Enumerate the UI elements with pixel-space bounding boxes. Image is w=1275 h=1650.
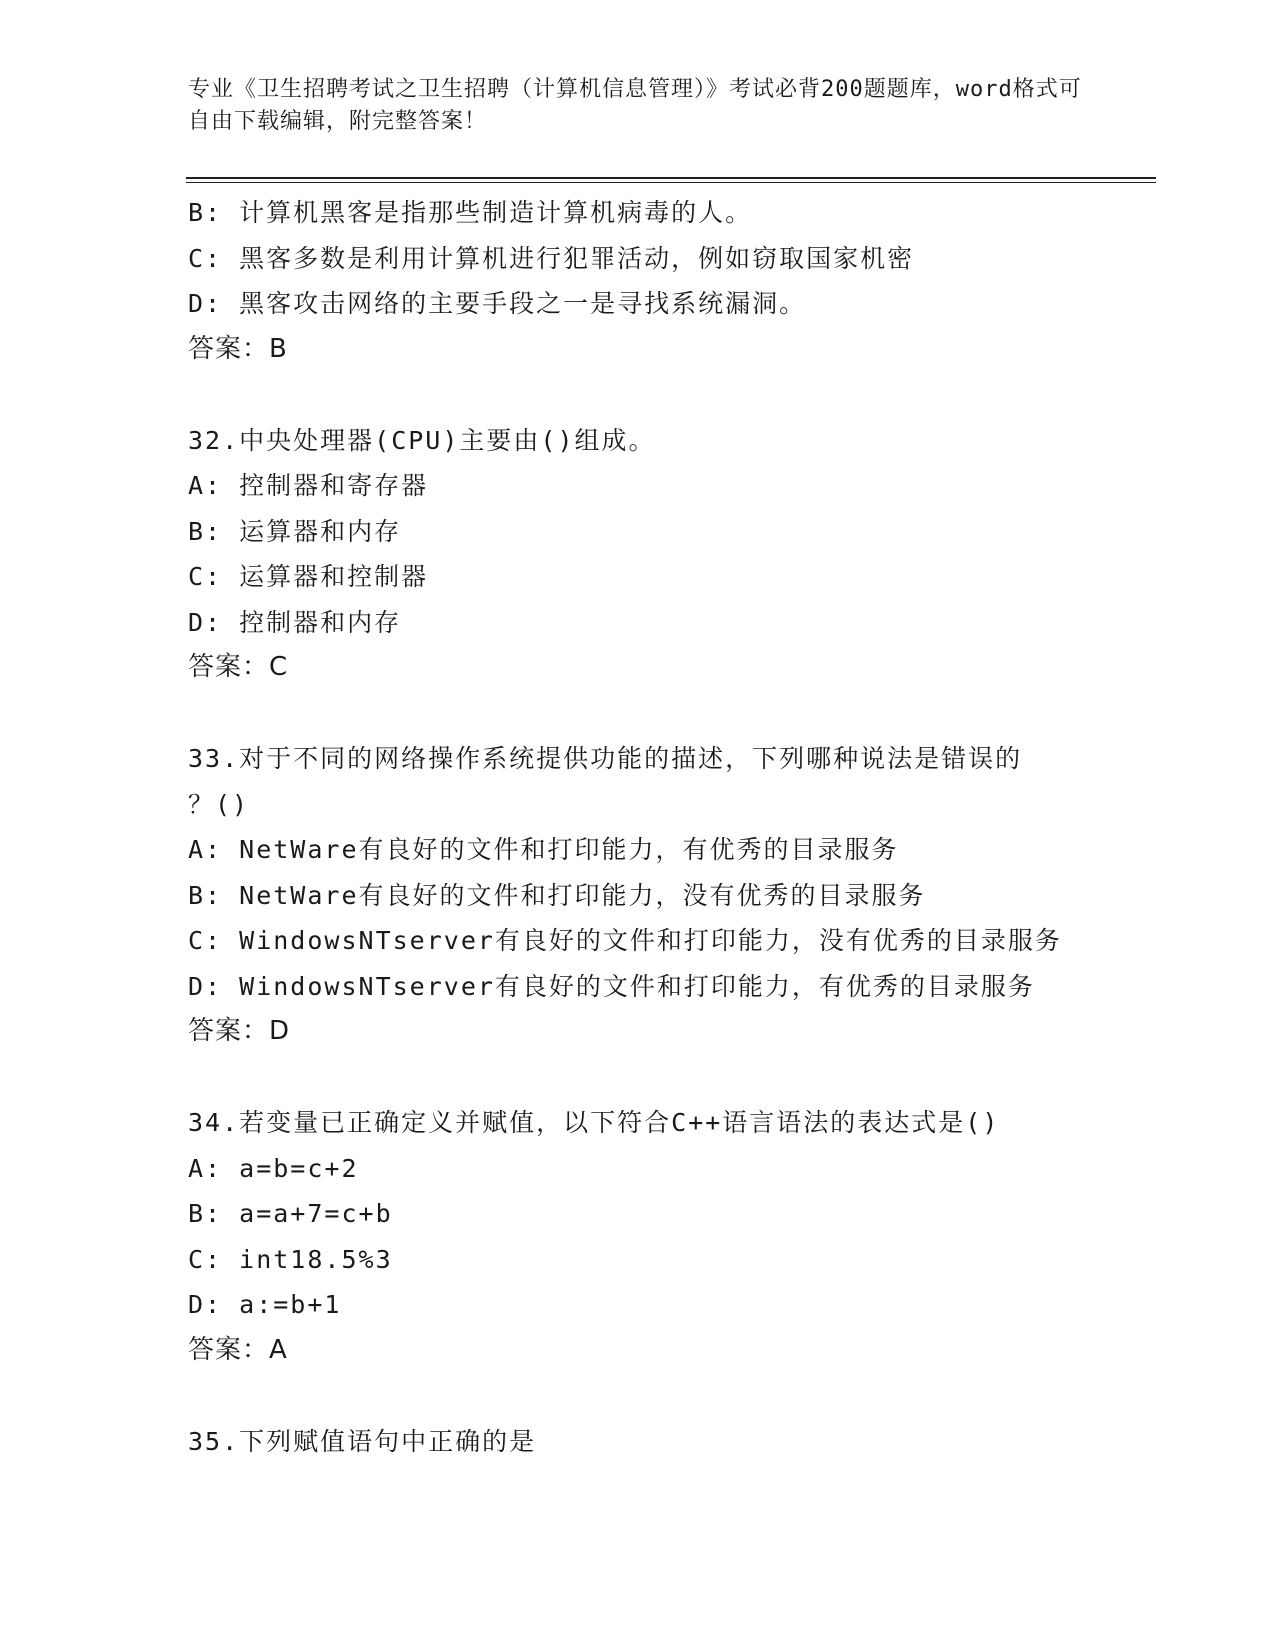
question-32-option-b: B: 运算器和内存	[188, 516, 402, 546]
spacer	[188, 372, 1088, 418]
question-33-option-d: D: WindowsNTserver有良好的文件和打印能力，有优秀的目录服务	[188, 971, 1035, 1001]
question-31-option-b: B: 计算机黑客是指那些制造计算机病毒的人。	[188, 198, 753, 227]
question-31-answer: 答案：B	[188, 333, 288, 364]
question-33-option-b: B: NetWare有良好的文件和打印能力，没有优秀的目录服务	[188, 880, 926, 910]
question-35-block	[188, 1419, 1088, 1465]
question-33-block	[188, 736, 1088, 1055]
question-33-text-line2: ？()	[188, 789, 250, 819]
question-33-option-c: C: WindowsNTserver有良好的文件和打印能力，没有优秀的目录服务	[188, 926, 1062, 955]
question-32-option-c: C: 运算器和控制器	[188, 562, 429, 591]
question-31-block	[188, 190, 1088, 372]
spacer	[188, 1055, 1088, 1101]
question-33-answer: 答案：D	[188, 1016, 291, 1046]
header-rule-thin	[186, 182, 1156, 183]
question-31-option-c: C: 黑客多数是利用计算机进行犯罪活动，例如窃取国家机密	[188, 243, 915, 273]
question-33-text-line1: 33.对于不同的网络操作系统提供功能的描述，下列哪种说法是错误的	[188, 744, 1023, 773]
question-34-option-b: B: a=a+7=c+b	[188, 1199, 393, 1228]
question-34-option-a: A: a=b=c+2	[188, 1153, 359, 1183]
question-32-option-d: D: 控制器和内存	[188, 607, 402, 637]
question-34-option-c: C: int18.5%3	[188, 1244, 393, 1274]
question-32-block	[188, 418, 1088, 691]
question-34-block	[188, 1100, 1088, 1373]
question-32-answer: 答案：C	[188, 652, 289, 682]
question-31-option-d: D: 黑客攻击网络的主要手段之一是寻找系统漏洞。	[188, 289, 807, 318]
question-33-option-a: A: NetWare有良好的文件和打印能力，有优秀的目录服务	[188, 835, 899, 864]
question-list	[188, 190, 1088, 1464]
spacer	[188, 691, 1088, 737]
question-34-option-d: D: a:=b+1	[188, 1290, 342, 1319]
header-rule-thick	[186, 177, 1156, 179]
question-34-answer: 答案：A	[188, 1334, 288, 1365]
spacer	[188, 1373, 1088, 1419]
question-34-text: 34.若变量已正确定义并赋值，以下符合C++语言语法的表达式是()	[188, 1108, 1000, 1137]
document-header: 专业《卫生招聘考试之卫生招聘（计算机信息管理）》考试必背200题题库，word格式可自由下载编辑，附完整答案！	[188, 77, 1082, 134]
question-32-option-a: A: 控制器和寄存器	[188, 471, 429, 500]
question-35-text: 35.下列赋值语句中正确的是	[188, 1426, 537, 1456]
question-32-text: 32.中央处理器(CPU)主要由()组成。	[188, 425, 656, 455]
